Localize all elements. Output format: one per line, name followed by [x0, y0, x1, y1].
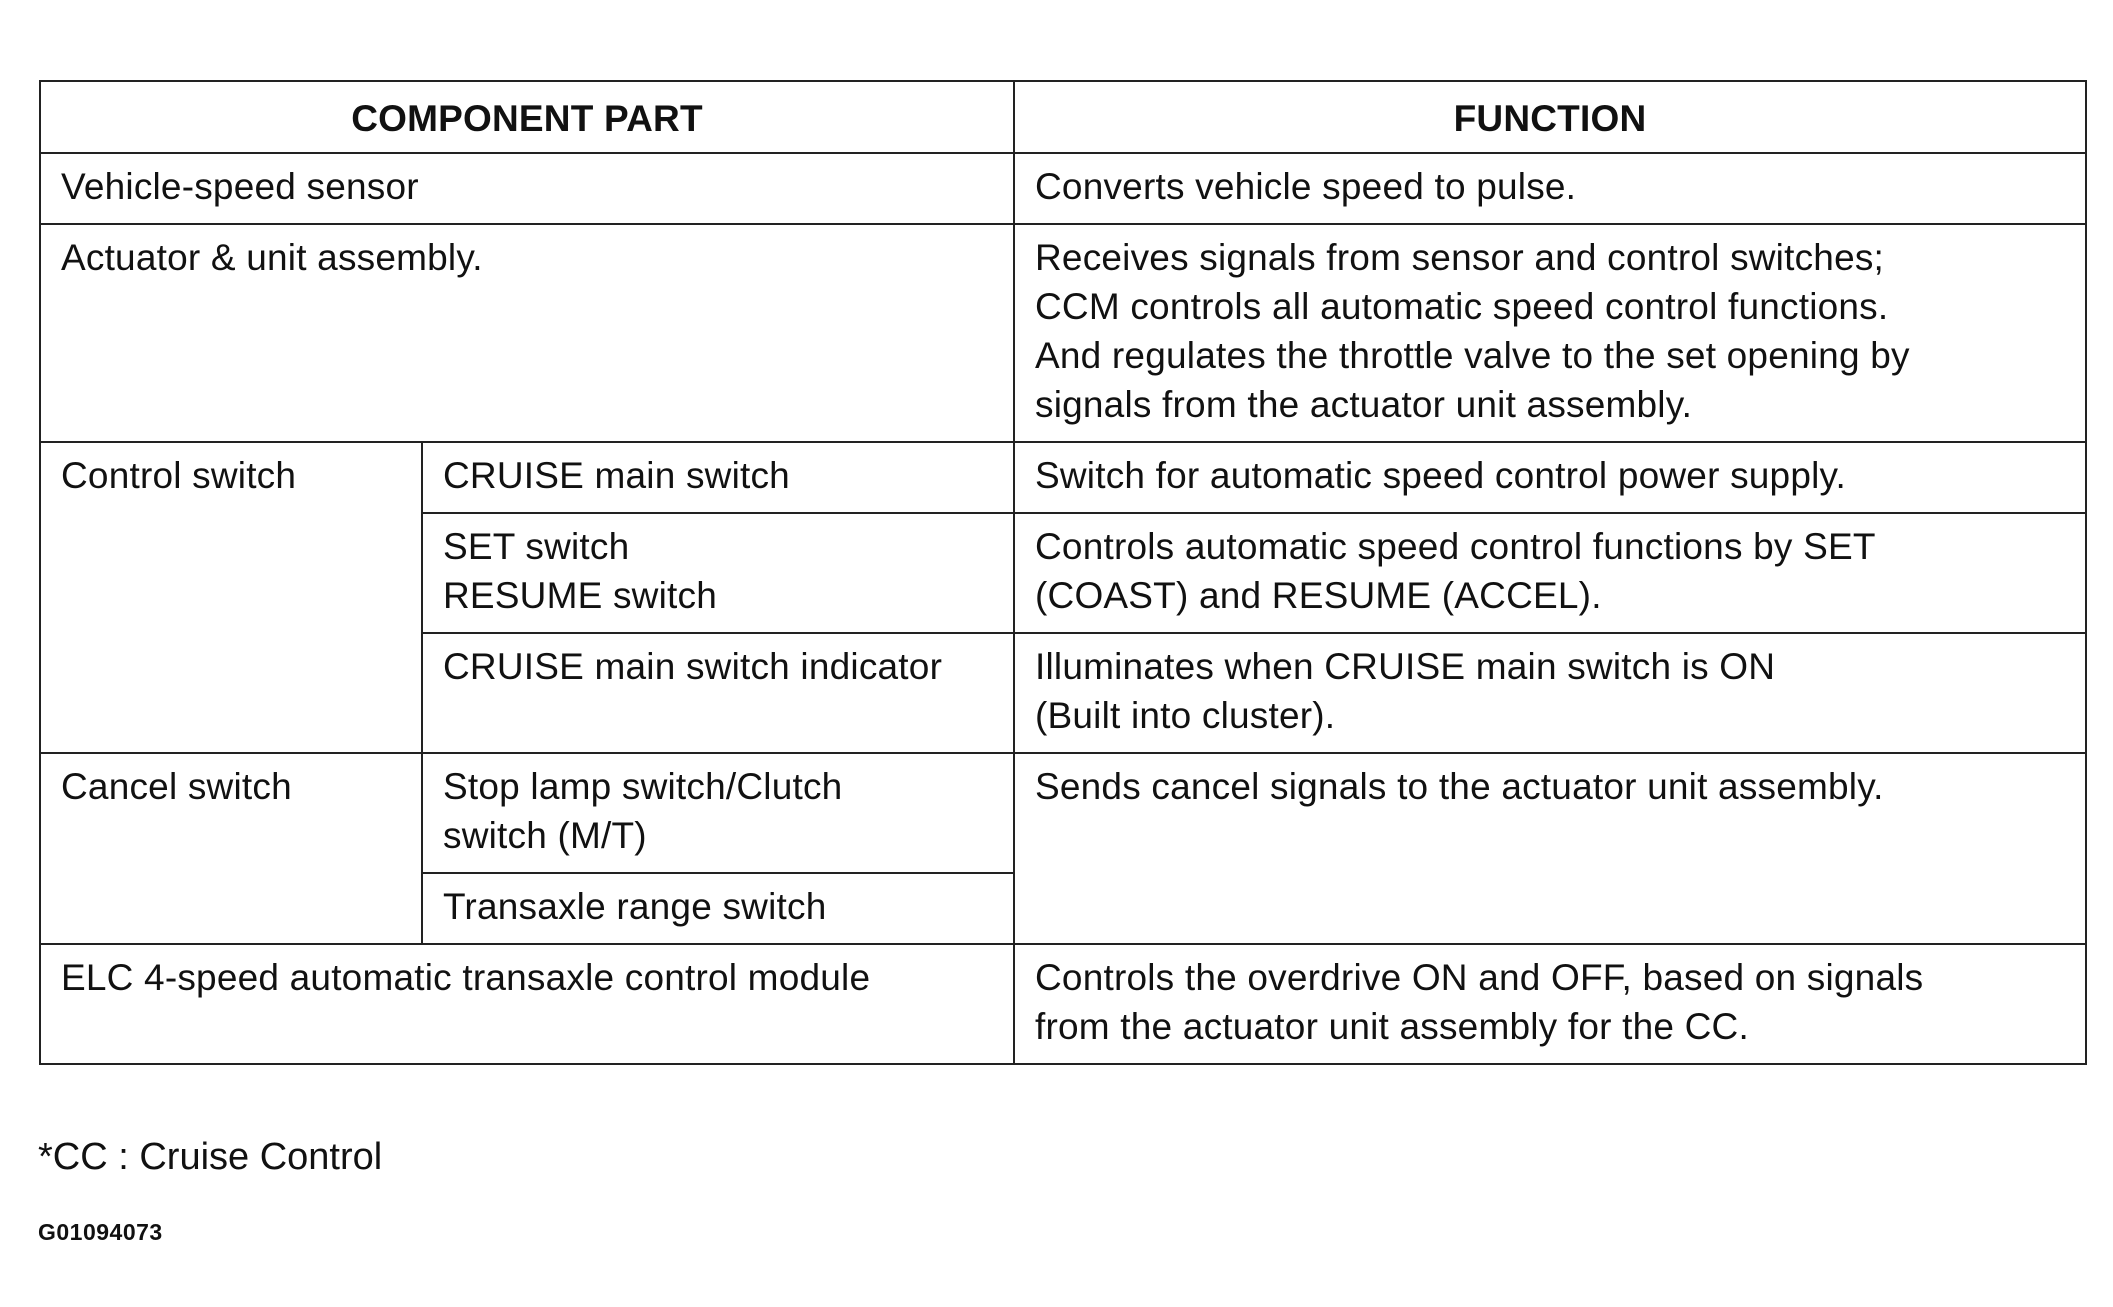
- table-row: [40, 753, 2086, 873]
- header-component-part: COMPONENT PART: [40, 81, 1014, 153]
- table-row: [40, 442, 2086, 513]
- figure-id: G01094073: [38, 1219, 163, 1245]
- subpart-cell: Stop lamp switch/Clutch switch (M/T): [422, 753, 1014, 873]
- function-cell: Controls the overdrive ON and OFF, based on signals from the actuator unit assembly for the CC.: [1014, 944, 2086, 1064]
- table-row: [40, 153, 2086, 224]
- function-cell: Sends cancel signals to the actuator unit assembly.: [1014, 753, 2086, 944]
- group-cell-control-switch: Control switch: [40, 442, 422, 753]
- subpart-cell: CRUISE main switch: [422, 442, 1014, 513]
- function-cell: Controls automatic speed control functions by SET (COAST) and RESUME (ACCEL).: [1014, 513, 2086, 633]
- footnote: *CC : Cruise Control: [38, 1136, 383, 1178]
- part-cell: ELC 4-speed automatic transaxle control module: [40, 944, 1014, 1064]
- subpart-cell: Transaxle range switch: [422, 873, 1014, 944]
- component-function-table: [39, 80, 2087, 1065]
- table-row: [40, 224, 2086, 442]
- table-row: [40, 944, 2086, 1064]
- function-cell: Receives signals from sensor and control switches; CCM controls all automatic speed control functions. And regulates the throttle valve to the set opening by signals from the actuator unit assembly.: [1014, 224, 2086, 442]
- part-cell: Vehicle-speed sensor: [40, 153, 1014, 224]
- subpart-cell: CRUISE main switch indicator: [422, 633, 1014, 753]
- subpart-cell: SET switch RESUME switch: [422, 513, 1014, 633]
- function-cell: Switch for automatic speed control power supply.: [1014, 442, 2086, 513]
- part-cell: Actuator & unit assembly.: [40, 224, 1014, 442]
- header-function: FUNCTION: [1014, 81, 2086, 153]
- function-cell: Converts vehicle speed to pulse.: [1014, 153, 2086, 224]
- table-header-row: [40, 81, 2086, 153]
- group-cell-cancel-switch: Cancel switch: [40, 753, 422, 944]
- function-cell: Illuminates when CRUISE main switch is ON (Built into cluster).: [1014, 633, 2086, 753]
